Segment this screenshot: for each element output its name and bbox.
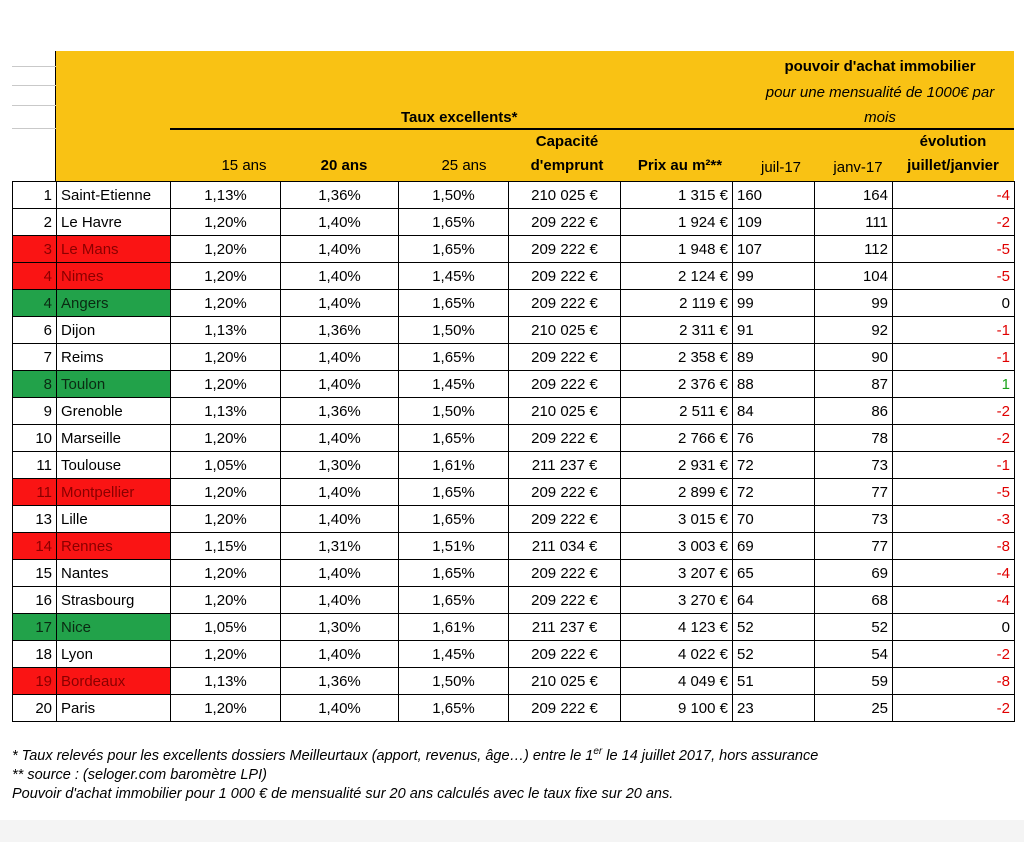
capacite-cell: 210 025 € — [509, 668, 621, 695]
rate-25-cell: 1,45% — [399, 641, 509, 668]
table-row — [13, 479, 1015, 506]
juil-cell: 52 — [733, 614, 815, 641]
janv-cell: 25 — [815, 695, 893, 722]
rate-20-cell: 1,40% — [281, 209, 399, 236]
table-row — [13, 614, 1015, 641]
prix-cell: 1 924 € — [621, 209, 733, 236]
capacite-cell: 209 222 € — [509, 290, 621, 317]
janv-cell: 112 — [815, 236, 893, 263]
rate-25-cell: 1,50% — [399, 182, 509, 209]
rank-cell: 14 — [13, 533, 57, 560]
rate-25-cell: 1,65% — [399, 290, 509, 317]
prix-cell: 2 124 € — [621, 263, 733, 290]
evolution-cell: 1 — [893, 371, 1015, 398]
juil-cell: 89 — [733, 344, 815, 371]
prix-cell: 3 003 € — [621, 533, 733, 560]
evolution-cell: -8 — [893, 668, 1015, 695]
evolution-cell: -4 — [893, 560, 1015, 587]
prix-cell: 2 376 € — [621, 371, 733, 398]
rate-15-cell: 1,20% — [171, 209, 281, 236]
table-row — [13, 452, 1015, 479]
janv-cell: 87 — [815, 371, 893, 398]
evolution-cell: -1 — [893, 452, 1015, 479]
rate-15-cell: 1,13% — [171, 182, 281, 209]
juil-cell: 99 — [733, 290, 815, 317]
footnote-3: Pouvoir d'achat immobilier pour 1 000 € de mensualité sur 20 ans calculés avec le taux fixe sur 20 ans. — [12, 785, 674, 802]
janv-cell: 164 — [815, 182, 893, 209]
rank-cell: 4 — [13, 290, 57, 317]
rank-cell: 11 — [13, 479, 57, 506]
city-cell: Toulon — [57, 371, 171, 398]
city-cell: Lyon — [57, 641, 171, 668]
janv-cell: 73 — [815, 506, 893, 533]
juil-cell: 84 — [733, 398, 815, 425]
juil-cell: 52 — [733, 641, 815, 668]
rate-25-cell: 1,45% — [399, 371, 509, 398]
rate-25-cell: 1,65% — [399, 560, 509, 587]
juil-cell: 69 — [733, 533, 815, 560]
rate-15-cell: 1,20% — [171, 344, 281, 371]
janv-cell: 77 — [815, 533, 893, 560]
city-cell: Le Havre — [57, 209, 171, 236]
table-row — [13, 290, 1015, 317]
capacite-cell: 210 025 € — [509, 182, 621, 209]
janv-cell: 86 — [815, 398, 893, 425]
rate-15-cell: 1,15% — [171, 533, 281, 560]
juil-cell: 91 — [733, 317, 815, 344]
rate-25-cell: 1,50% — [399, 317, 509, 344]
table-row — [13, 209, 1015, 236]
rate-20-cell: 1,30% — [281, 614, 399, 641]
city-cell: Montpellier — [57, 479, 171, 506]
col-header-20: 20 ans — [320, 157, 368, 174]
capacite-cell: 209 222 € — [509, 560, 621, 587]
table-row — [13, 425, 1015, 452]
capacite-cell: 209 222 € — [509, 371, 621, 398]
janv-cell: 77 — [815, 479, 893, 506]
prix-cell: 1 948 € — [621, 236, 733, 263]
city-cell: Rennes — [57, 533, 171, 560]
juil-cell: 88 — [733, 371, 815, 398]
evolution-cell: -2 — [893, 398, 1015, 425]
rank-cell: 16 — [13, 587, 57, 614]
evolution-cell: -1 — [893, 317, 1015, 344]
col-header-janv: janv-17 — [833, 159, 883, 176]
table-row — [13, 371, 1015, 398]
juil-cell: 72 — [733, 479, 815, 506]
capacite-cell: 211 237 € — [509, 614, 621, 641]
rank-cell: 15 — [13, 560, 57, 587]
rank-cell: 4 — [13, 263, 57, 290]
janv-cell: 59 — [815, 668, 893, 695]
rank-cell: 17 — [13, 614, 57, 641]
table-row — [13, 182, 1015, 209]
city-cell: Nimes — [57, 263, 171, 290]
evolution-cell: -5 — [893, 263, 1015, 290]
capacite-cell: 209 222 € — [509, 587, 621, 614]
rate-15-cell: 1,20% — [171, 425, 281, 452]
juil-cell: 107 — [733, 236, 815, 263]
rate-25-cell: 1,61% — [399, 614, 509, 641]
rate-15-cell: 1,13% — [171, 317, 281, 344]
evolution-cell: -8 — [893, 533, 1015, 560]
evolution-cell: -5 — [893, 479, 1015, 506]
prix-cell: 2 931 € — [621, 452, 733, 479]
col-header-25: 25 ans — [441, 157, 487, 174]
city-cell: Grenoble — [57, 398, 171, 425]
capacite-cell: 210 025 € — [509, 398, 621, 425]
pouvoir-subtitle-2: mois — [864, 109, 896, 126]
juil-cell: 65 — [733, 560, 815, 587]
prix-cell: 4 123 € — [621, 614, 733, 641]
rate-25-cell: 1,50% — [399, 398, 509, 425]
rates-table — [12, 181, 1015, 722]
pouvoir-subtitle-1: pour une mensualité de 1000€ par — [765, 84, 995, 101]
prix-cell: 3 207 € — [621, 560, 733, 587]
rate-15-cell: 1,20% — [171, 371, 281, 398]
rate-15-cell: 1,20% — [171, 236, 281, 263]
janv-cell: 104 — [815, 263, 893, 290]
capacite-cell: 209 222 € — [509, 641, 621, 668]
capacite-cell: 209 222 € — [509, 695, 621, 722]
janv-cell: 92 — [815, 317, 893, 344]
rate-20-cell: 1,40% — [281, 425, 399, 452]
rate-15-cell: 1,13% — [171, 398, 281, 425]
prix-cell: 2 311 € — [621, 317, 733, 344]
col-header-15: 15 ans — [221, 157, 267, 174]
prix-cell: 3 270 € — [621, 587, 733, 614]
janv-cell: 73 — [815, 452, 893, 479]
rate-20-cell: 1,36% — [281, 668, 399, 695]
rate-15-cell: 1,20% — [171, 560, 281, 587]
rate-25-cell: 1,65% — [399, 506, 509, 533]
footnotes — [12, 742, 818, 804]
city-cell: Lille — [57, 506, 171, 533]
prix-cell: 2 119 € — [621, 290, 733, 317]
rate-20-cell: 1,31% — [281, 533, 399, 560]
rate-15-cell: 1,05% — [171, 614, 281, 641]
city-cell: Nice — [57, 614, 171, 641]
header-left-blank — [12, 51, 56, 181]
pouvoir-underline — [732, 128, 1014, 130]
rate-25-cell: 1,51% — [399, 533, 509, 560]
rate-15-cell: 1,20% — [171, 290, 281, 317]
rate-25-cell: 1,65% — [399, 209, 509, 236]
rate-25-cell: 1,65% — [399, 695, 509, 722]
table-row — [13, 560, 1015, 587]
evolution-cell: 0 — [893, 614, 1015, 641]
prix-cell: 2 358 € — [621, 344, 733, 371]
janv-cell: 68 — [815, 587, 893, 614]
rank-cell: 6 — [13, 317, 57, 344]
bottom-bar — [0, 820, 1024, 842]
rank-cell: 1 — [13, 182, 57, 209]
evolution-cell: -2 — [893, 425, 1015, 452]
juil-cell: 51 — [733, 668, 815, 695]
rate-20-cell: 1,40% — [281, 641, 399, 668]
rate-20-cell: 1,40% — [281, 344, 399, 371]
table-row — [13, 506, 1015, 533]
rate-20-cell: 1,40% — [281, 587, 399, 614]
evolution-cell: -4 — [893, 587, 1015, 614]
juil-cell: 76 — [733, 425, 815, 452]
evolution-cell: -2 — [893, 641, 1015, 668]
rate-20-cell: 1,40% — [281, 506, 399, 533]
city-cell: Angers — [57, 290, 171, 317]
col-header-evo-2: juillet/janvier — [907, 157, 999, 174]
janv-cell: 54 — [815, 641, 893, 668]
col-header-capacite-1: Capacité — [535, 133, 599, 150]
rate-20-cell: 1,36% — [281, 398, 399, 425]
rates-table-frame — [12, 51, 1014, 720]
evolution-cell: -1 — [893, 344, 1015, 371]
table-row — [13, 263, 1015, 290]
table-row — [13, 587, 1015, 614]
janv-cell: 111 — [815, 209, 893, 236]
col-header-evo-1: évolution — [919, 133, 987, 150]
capacite-cell: 210 025 € — [509, 317, 621, 344]
prix-cell: 2 899 € — [621, 479, 733, 506]
rate-25-cell: 1,65% — [399, 236, 509, 263]
prix-cell: 4 049 € — [621, 668, 733, 695]
city-cell: Marseille — [57, 425, 171, 452]
capacite-cell: 209 222 € — [509, 209, 621, 236]
col-header-prix: Prix au m²** — [637, 157, 723, 174]
evolution-cell: -4 — [893, 182, 1015, 209]
rank-cell: 8 — [13, 371, 57, 398]
rate-25-cell: 1,65% — [399, 587, 509, 614]
rate-15-cell: 1,20% — [171, 587, 281, 614]
janv-cell: 69 — [815, 560, 893, 587]
prix-cell: 2 766 € — [621, 425, 733, 452]
taux-title: Taux excellents* — [401, 109, 518, 126]
rate-15-cell: 1,20% — [171, 641, 281, 668]
prix-cell: 1 315 € — [621, 182, 733, 209]
rate-25-cell: 1,45% — [399, 263, 509, 290]
rate-20-cell: 1,40% — [281, 695, 399, 722]
prix-cell: 3 015 € — [621, 506, 733, 533]
table-row — [13, 398, 1015, 425]
city-cell: Le Mans — [57, 236, 171, 263]
rate-15-cell: 1,20% — [171, 263, 281, 290]
rate-15-cell: 1,20% — [171, 695, 281, 722]
table-row — [13, 695, 1015, 722]
capacite-cell: 211 237 € — [509, 452, 621, 479]
rate-20-cell: 1,40% — [281, 560, 399, 587]
capacite-cell: 209 222 € — [509, 344, 621, 371]
evolution-cell: -3 — [893, 506, 1015, 533]
footnote-2: ** source : (seloger.com baromètre LPI) — [12, 766, 267, 783]
table-header — [56, 51, 1014, 181]
rank-cell: 19 — [13, 668, 57, 695]
rate-20-cell: 1,40% — [281, 236, 399, 263]
rank-cell: 18 — [13, 641, 57, 668]
table-row — [13, 533, 1015, 560]
rank-cell: 3 — [13, 236, 57, 263]
rate-15-cell: 1,20% — [171, 506, 281, 533]
city-cell: Toulouse — [57, 452, 171, 479]
city-cell: Bordeaux — [57, 668, 171, 695]
rate-15-cell: 1,20% — [171, 479, 281, 506]
rank-cell: 11 — [13, 452, 57, 479]
capacite-cell: 211 034 € — [509, 533, 621, 560]
table-row — [13, 236, 1015, 263]
rate-15-cell: 1,05% — [171, 452, 281, 479]
pouvoir-title: pouvoir d'achat immobilier — [784, 58, 976, 75]
capacite-cell: 209 222 € — [509, 236, 621, 263]
city-cell: Saint-Etienne — [57, 182, 171, 209]
juil-cell: 109 — [733, 209, 815, 236]
table-row — [13, 317, 1015, 344]
capacite-cell: 209 222 € — [509, 506, 621, 533]
juil-cell: 72 — [733, 452, 815, 479]
footnote-1: * Taux relevés pour les excellents dossiers Meilleurtaux (apport, revenus, âge…) entre le 1er le 14 juillet 2017, hors assurance — [12, 746, 819, 764]
col-header-capacite-2: d'emprunt — [530, 157, 604, 174]
juil-cell: 64 — [733, 587, 815, 614]
rate-20-cell: 1,30% — [281, 452, 399, 479]
evolution-cell: -2 — [893, 209, 1015, 236]
taux-underline — [170, 128, 732, 130]
prix-cell: 2 511 € — [621, 398, 733, 425]
juil-cell: 99 — [733, 263, 815, 290]
rank-cell: 2 — [13, 209, 57, 236]
table-row — [13, 641, 1015, 668]
capacite-cell: 209 222 € — [509, 425, 621, 452]
capacite-cell: 209 222 € — [509, 479, 621, 506]
juil-cell: 160 — [733, 182, 815, 209]
rate-25-cell: 1,61% — [399, 452, 509, 479]
capacite-cell: 209 222 € — [509, 263, 621, 290]
janv-cell: 99 — [815, 290, 893, 317]
city-cell: Nantes — [57, 560, 171, 587]
evolution-cell: -5 — [893, 236, 1015, 263]
rank-cell: 7 — [13, 344, 57, 371]
rank-cell: 13 — [13, 506, 57, 533]
city-cell: Dijon — [57, 317, 171, 344]
rate-25-cell: 1,50% — [399, 668, 509, 695]
rank-cell: 20 — [13, 695, 57, 722]
table-row — [13, 668, 1015, 695]
rate-20-cell: 1,40% — [281, 290, 399, 317]
evolution-cell: -2 — [893, 695, 1015, 722]
juil-cell: 23 — [733, 695, 815, 722]
col-header-juil: juil-17 — [760, 159, 802, 176]
rate-20-cell: 1,40% — [281, 479, 399, 506]
rate-20-cell: 1,40% — [281, 371, 399, 398]
city-cell: Strasbourg — [57, 587, 171, 614]
rate-20-cell: 1,40% — [281, 263, 399, 290]
rank-cell: 10 — [13, 425, 57, 452]
table-row — [13, 344, 1015, 371]
rate-15-cell: 1,13% — [171, 668, 281, 695]
city-cell: Reims — [57, 344, 171, 371]
evolution-cell: 0 — [893, 290, 1015, 317]
rate-25-cell: 1,65% — [399, 425, 509, 452]
rate-20-cell: 1,36% — [281, 182, 399, 209]
janv-cell: 78 — [815, 425, 893, 452]
juil-cell: 70 — [733, 506, 815, 533]
rank-cell: 9 — [13, 398, 57, 425]
prix-cell: 9 100 € — [621, 695, 733, 722]
rate-25-cell: 1,65% — [399, 344, 509, 371]
prix-cell: 4 022 € — [621, 641, 733, 668]
rate-25-cell: 1,65% — [399, 479, 509, 506]
janv-cell: 90 — [815, 344, 893, 371]
rate-20-cell: 1,36% — [281, 317, 399, 344]
city-cell: Paris — [57, 695, 171, 722]
janv-cell: 52 — [815, 614, 893, 641]
